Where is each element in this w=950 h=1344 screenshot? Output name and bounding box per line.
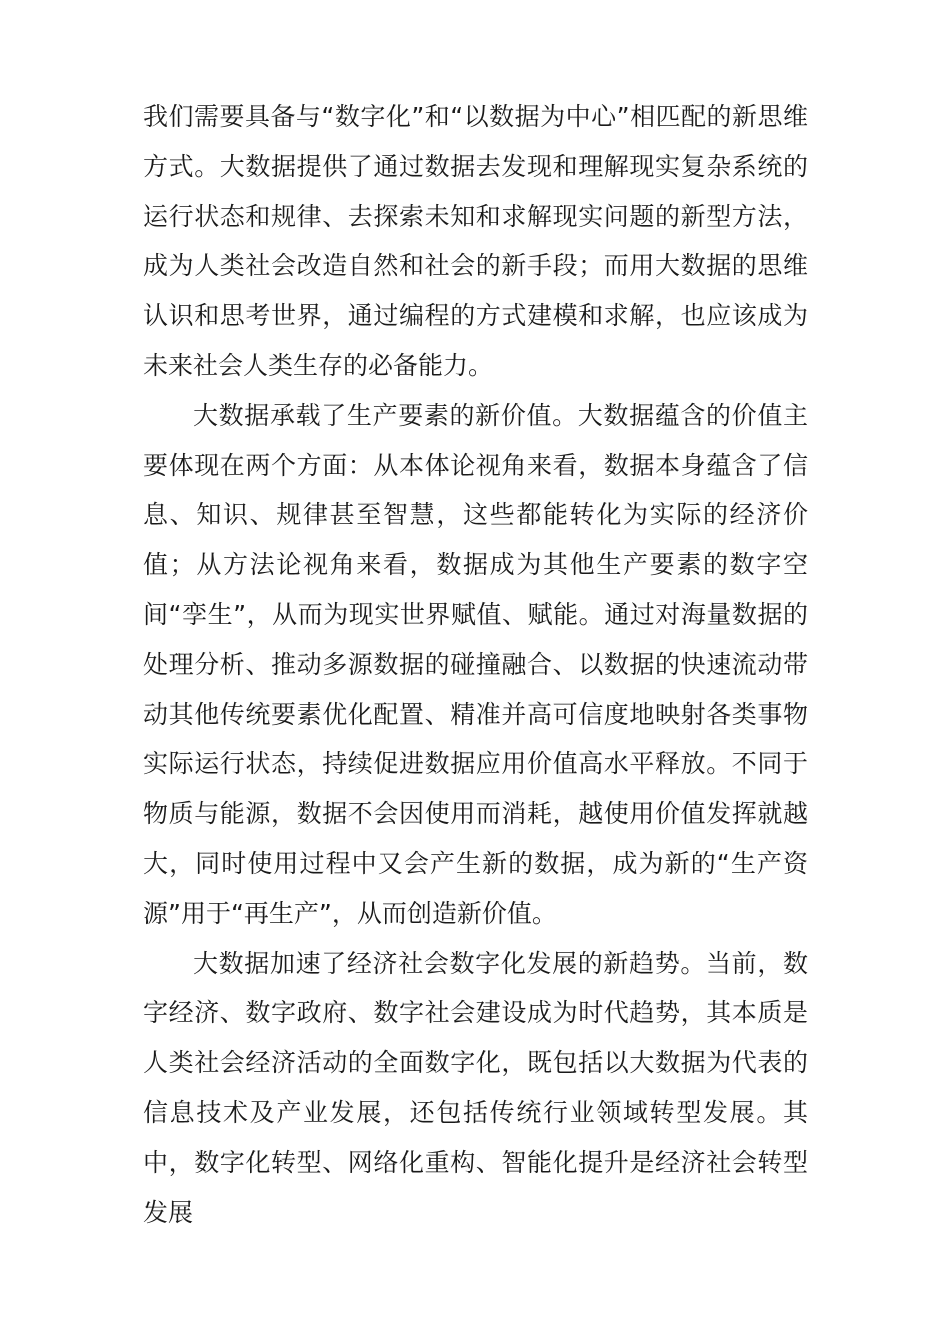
paragraph-mindset: 我们需要具备与“数字化”和“以数据为中心”相匹配的新思维方式。大数据提供了通过数据去发现和理解现实复杂系统的运行状态和规律、去探索未知和求解现实问题的新型方法，成为人类社会改造自然和社会的新手段；而用大数据的思维认识和思考世界，通过编程的方式建模和求解，也应该成为未来社会人类生存的必备能力。 bbox=[143, 102, 808, 380]
paragraph-digital-development-trend: 大数据加速了经济社会数字化发展的新趋势。当前，数字经济、数字政府、数字社会建设成为时代趋势，其本质是人类社会经济活动的全面数字化，既包括以大数据为代表的信息技术及产业发展，还包括传统行业领域转型发展。其中，数字化转型、网络化重构、智能化提升是经济社会转型发展 bbox=[143, 948, 808, 1227]
document-page bbox=[143, 92, 808, 1237]
paragraph-production-factor-value: 大数据承载了生产要素的新价值。大数据蕴含的价值主要体现在两个方面：从本体论视角来看，数据本身蕴含了信息、知识、规律甚至智慧，这些都能转化为实际的经济价值；从方法论视角来看，数据成为其他生产要素的数字空间“孪生”，从而为现实世界赋值、赋能。通过对海量数据的处理分析、推动多源数据的碰撞融合、以数据的快速流动带动其他传统要素优化配置、精准并高可信度地映射各类事物实际运行状态，持续促进数据应用价值高水平释放。不同于物质与能源，数据不会因使用而消耗，越使用价值发挥就越大，同时使用过程中又会产生新的数据，成为新的“生产资源”用于“再生产”，从而创造新价值。 bbox=[143, 400, 808, 928]
